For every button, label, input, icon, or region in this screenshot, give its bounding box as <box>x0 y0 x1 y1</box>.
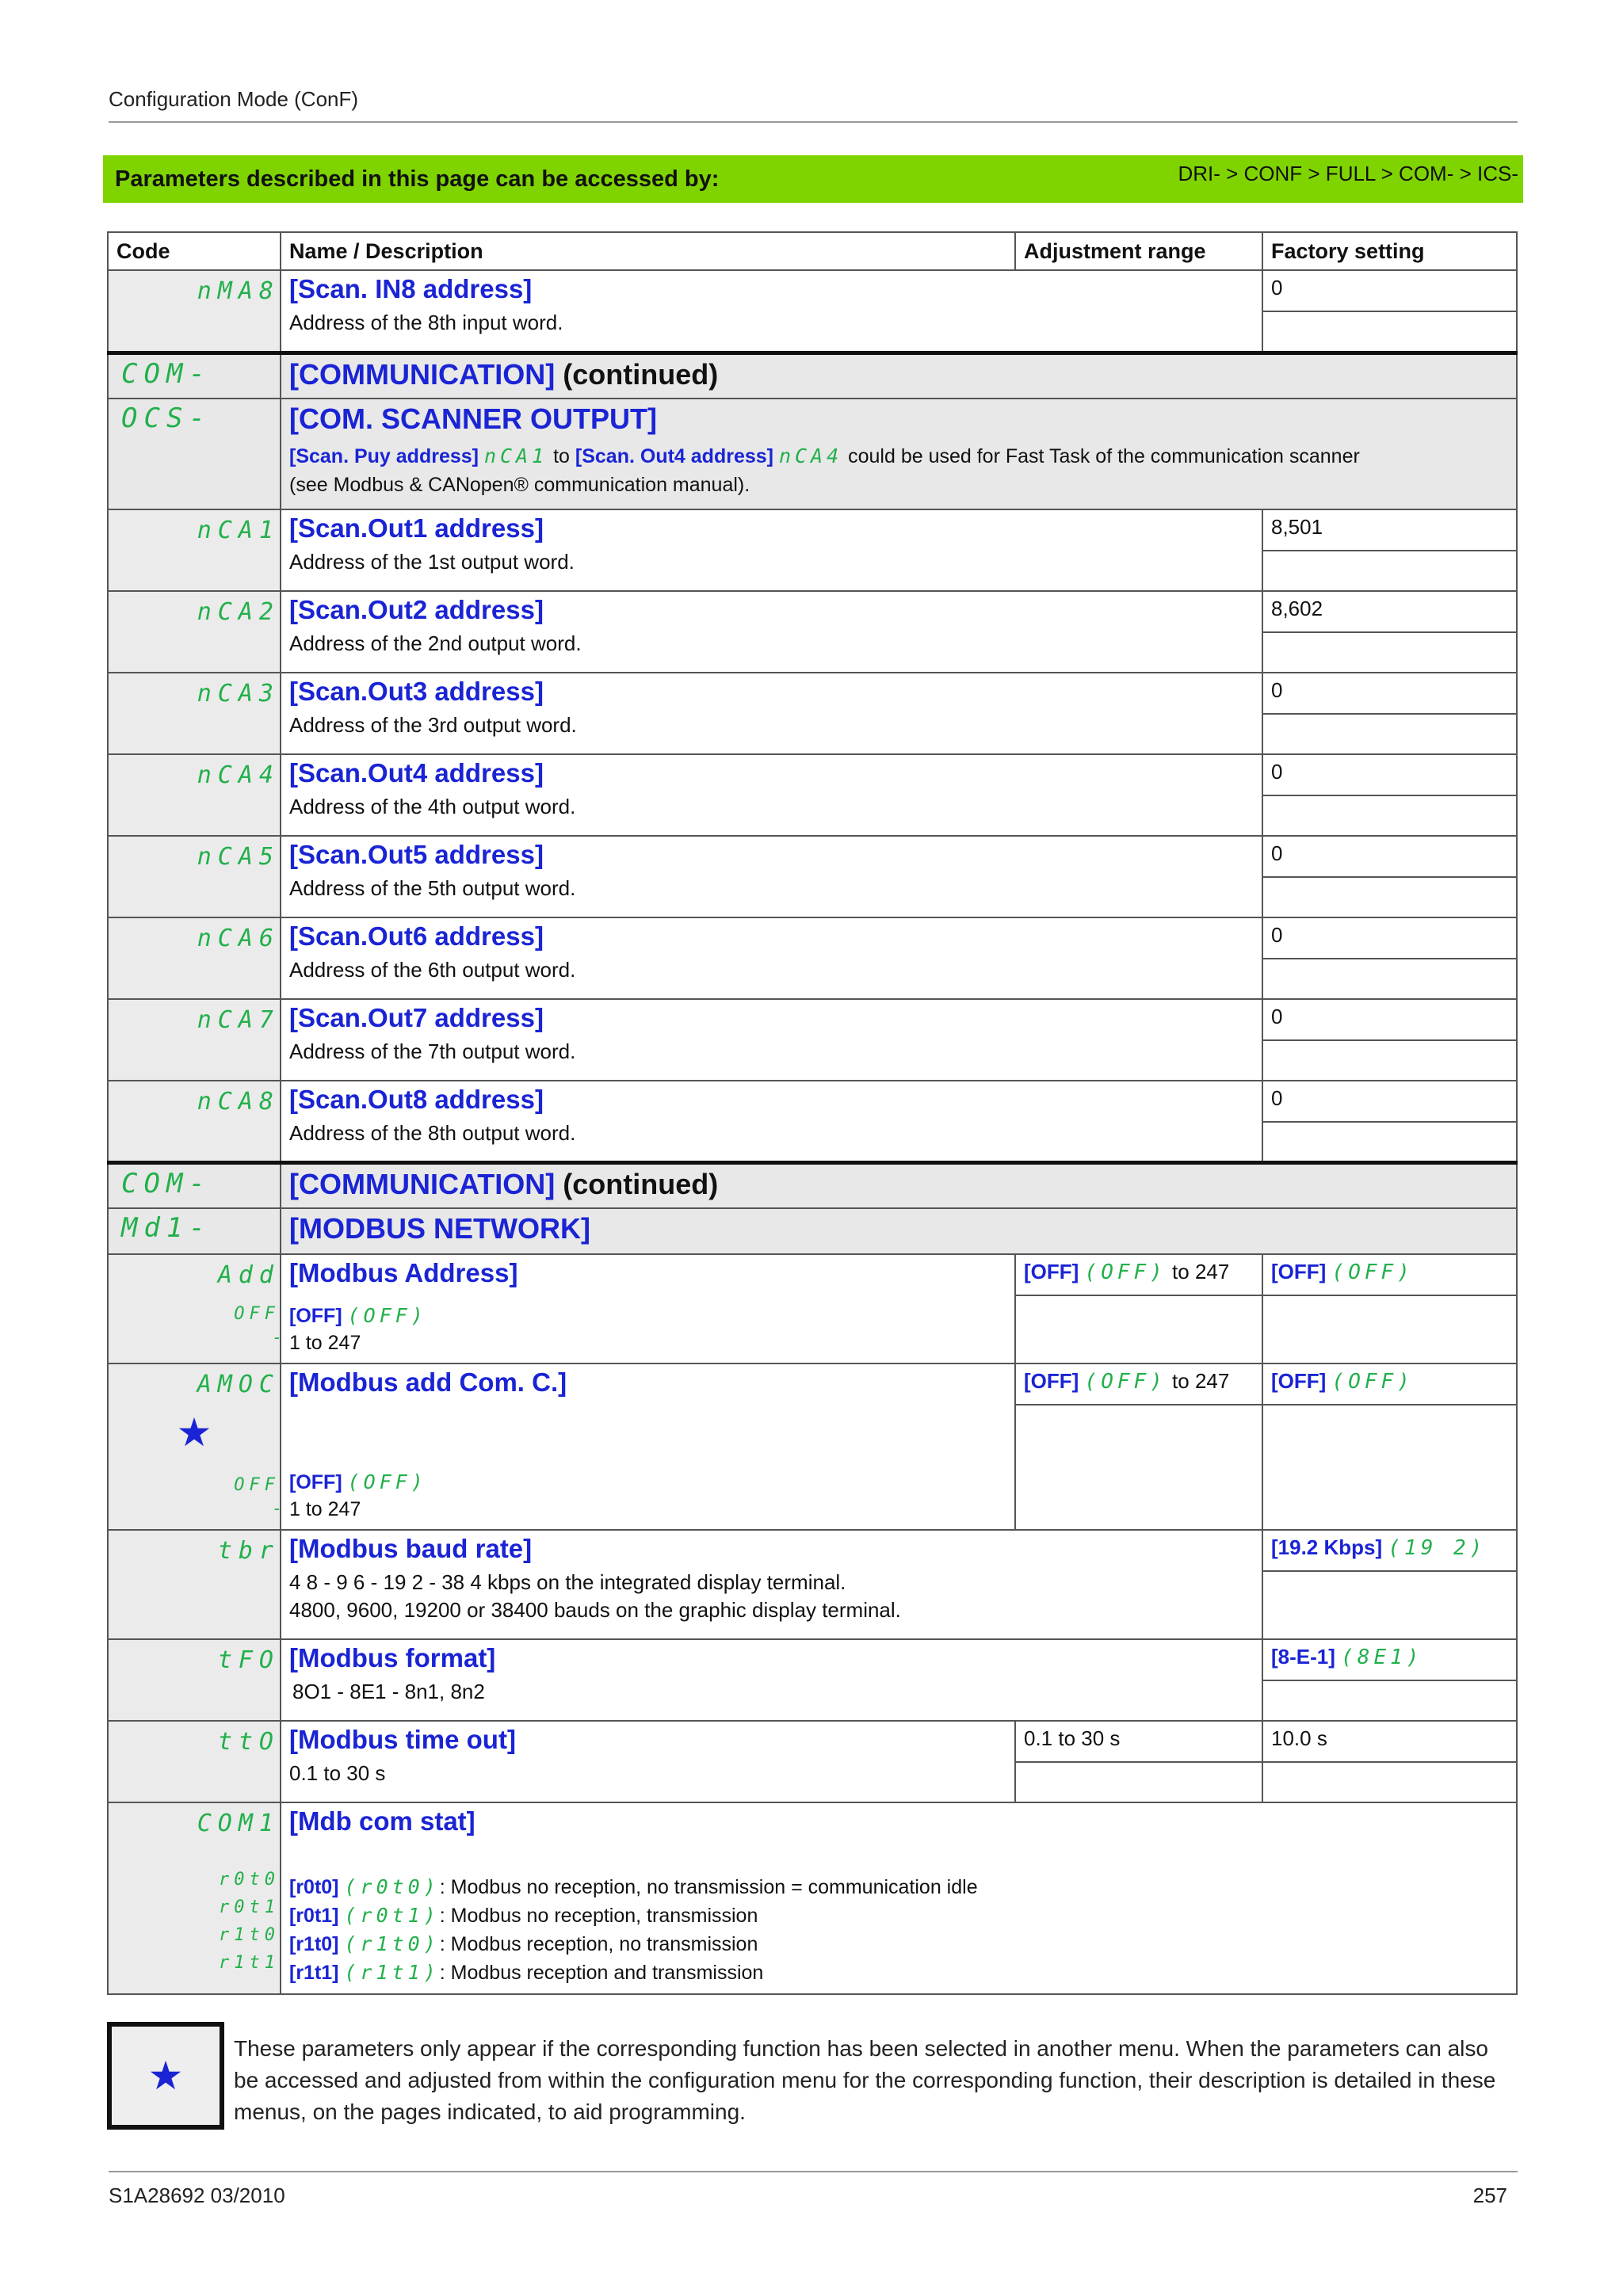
section-title: [COMMUNICATION] <box>289 357 556 391</box>
list-item: [r0t1] (r0t1): Modbus no reception, transmission <box>289 1904 758 1927</box>
factory-setting: [8-E-1] (8E1) <box>1262 1638 1518 1681</box>
section-row-communication <box>108 353 1517 399</box>
param-code: ttO <box>217 1728 280 1756</box>
option-code: OFF <box>234 1304 280 1324</box>
adjustment-range: [OFF] (OFF) to 247 <box>1014 1253 1263 1296</box>
factory-cell <box>1262 917 1517 999</box>
param-name-cell <box>281 1639 1262 1721</box>
param-name: [Modbus baud rate] <box>289 1534 533 1563</box>
option-dash: - <box>273 1498 280 1518</box>
param-description: 4 8 - 9 6 - 19 2 - 38 4 kbps on the integrated display terminal. 4800, 9600, 19200 or 38400 bauds on the graphic display terminal. <box>289 1570 901 1622</box>
param-name: [Scan.Out5 address] <box>289 840 544 869</box>
param-code-cell <box>108 1721 281 1802</box>
factory-setting: [OFF] (OFF) <box>1262 1253 1518 1296</box>
param-name-cell <box>281 1254 1015 1363</box>
section-code: OCS- <box>108 399 281 509</box>
adjustment-range: [OFF] (OFF) to 247 <box>1014 1363 1263 1405</box>
section-title: [COM. SCANNER OUTPUT] <box>289 402 657 435</box>
param-code-cell <box>108 1802 281 1994</box>
param-name: [Modbus format] <box>289 1643 496 1672</box>
param-description: Address of the 2nd output word. <box>289 631 582 655</box>
factory-cell <box>1262 673 1517 754</box>
access-banner <box>103 155 1523 203</box>
param-code: nCA5 <box>197 843 280 871</box>
param-code: tbr <box>217 1537 280 1565</box>
param-code-cell <box>108 270 281 353</box>
access-path: DRI- > CONF > FULL > COM- > ICS- <box>1178 162 1518 185</box>
factory-setting: 10.0 s <box>1262 1720 1518 1763</box>
table-header-row <box>108 232 1517 270</box>
param-code-cell <box>108 754 281 836</box>
note-text: These parameters only appear if the corresponding function has been selected in another menu. When the parameters can also be accessed and adjusted from within the configuration menu for the corresponding function, their description is detailed in these menus, on the pages indicated, to aid programming. <box>234 2036 1496 2124</box>
footer-divider <box>109 2171 1518 2172</box>
factory-cell <box>1262 1639 1517 1721</box>
table-row <box>108 1363 1517 1530</box>
param-code: AMOC <box>197 1371 280 1398</box>
range-cell <box>1015 1363 1262 1530</box>
section-title-cell <box>281 1162 1517 1208</box>
table-row <box>108 1639 1517 1721</box>
option-list: [OFF] (OFF) 1 to 247 <box>289 1304 427 1354</box>
param-name-cell <box>281 754 1262 836</box>
section-suffix: (continued) <box>555 1167 719 1200</box>
col-header-factory: Factory setting <box>1262 232 1517 270</box>
param-code-cell <box>108 1530 281 1639</box>
section-row-scanner-output <box>108 399 1517 509</box>
param-code: nCA4 <box>197 761 280 789</box>
param-code: nMA8 <box>197 277 280 305</box>
factory-cell <box>1262 270 1517 353</box>
param-name: [Scan.Out3 address] <box>289 677 544 706</box>
param-name-cell <box>281 1081 1262 1162</box>
factory-setting: 0 <box>1262 753 1518 796</box>
param-code-cell <box>108 673 281 754</box>
param-description: Address of the 4th output word. <box>289 795 576 818</box>
header-divider <box>109 121 1518 123</box>
param-name-cell <box>281 1363 1015 1530</box>
param-code-cell <box>108 1639 281 1721</box>
param-code-cell <box>108 1081 281 1162</box>
param-name-cell <box>281 673 1262 754</box>
section-code: COM- <box>108 353 281 399</box>
factory-cell <box>1262 754 1517 836</box>
section-title: [COMMUNICATION] <box>289 1167 556 1200</box>
param-description: Address of the 8th input word. <box>289 311 563 334</box>
param-code-cell <box>108 591 281 673</box>
section-row-communication <box>108 1162 1517 1208</box>
factory-cell <box>1262 1254 1517 1363</box>
note-star-box <box>107 2022 224 2130</box>
param-name-cell <box>281 1802 1517 1994</box>
page-header-title: Configuration Mode (ConF) <box>109 87 359 111</box>
factory-cell <box>1262 1363 1517 1530</box>
list-item: [r1t1] (r1t1): Modbus reception and transmission <box>289 1961 764 1984</box>
param-code: nCA7 <box>197 1006 280 1034</box>
param-name-cell <box>281 1530 1262 1639</box>
factory-cell <box>1262 509 1517 591</box>
option-list: [OFF] (OFF) 1 to 247 <box>289 1470 427 1520</box>
param-description: Address of the 6th output word. <box>289 958 576 982</box>
param-name: [Scan.Out1 address] <box>289 513 544 543</box>
param-name: [Scan. IN8 address] <box>289 274 533 303</box>
param-name-cell <box>281 1721 1015 1802</box>
param-code-cell <box>108 1363 281 1530</box>
param-name-cell <box>281 509 1262 591</box>
table-row <box>108 1081 1517 1162</box>
factory-cell <box>1262 999 1517 1081</box>
param-code-cell <box>108 836 281 917</box>
section-row-modbus-network <box>108 1208 1517 1254</box>
range-cell <box>1015 1254 1262 1363</box>
section-note: [Scan. Puy address] nCA1 to [Scan. Out4 address] nCA4 could be used for Fast Task of the communication scanner (see Modbus & CANopen® communication manual). <box>289 444 1360 496</box>
param-name: [Scan.Out8 address] <box>289 1085 544 1114</box>
section-body <box>281 399 1517 509</box>
table-row <box>108 836 1517 917</box>
param-code-cell <box>108 999 281 1081</box>
section-suffix: (continued) <box>555 357 719 391</box>
param-description: 0.1 to 30 s <box>289 1761 386 1785</box>
param-name: [Mdb com stat] <box>289 1806 475 1836</box>
list-item: [r1t0] (r1t0): Modbus reception, no transmission <box>289 1932 758 1955</box>
table-row <box>108 673 1517 754</box>
param-code: tFO <box>217 1646 280 1674</box>
col-header-code: Code <box>108 232 281 270</box>
param-description: Address of the 3rd output word. <box>289 713 577 737</box>
factory-setting: 0 <box>1262 269 1518 312</box>
option-dash: - <box>273 1327 280 1347</box>
param-name: [Modbus Address] <box>289 1258 518 1287</box>
factory-cell <box>1262 1081 1517 1162</box>
param-name-cell <box>281 270 1262 353</box>
option-code: r1t1 <box>219 1953 280 1973</box>
table-row <box>108 591 1517 673</box>
param-description: Address of the 7th output word. <box>289 1039 576 1063</box>
param-description: Address of the 5th output word. <box>289 876 576 900</box>
access-label: Parameters described in this page can be accessed by: <box>115 166 720 192</box>
param-name-cell <box>281 591 1262 673</box>
section-title: [MODBUS NETWORK] <box>289 1212 590 1245</box>
option-list <box>281 1840 1516 1993</box>
param-name: [Scan.Out6 address] <box>289 921 544 951</box>
param-code: nCA1 <box>197 517 280 544</box>
range-cell <box>1015 1721 1262 1802</box>
col-header-name: Name / Description <box>281 232 1015 270</box>
param-name-cell <box>281 836 1262 917</box>
list-item: [r0t0] (r0t0): Modbus no reception, no transmission = communication idle <box>289 1875 978 1898</box>
param-code-cell <box>108 1254 281 1363</box>
parameter-table <box>107 231 1518 1995</box>
option-code: r0t1 <box>219 1897 280 1917</box>
param-description: Address of the 1st output word. <box>289 550 575 574</box>
factory-setting: 0 <box>1262 998 1518 1041</box>
adjustment-range: 0.1 to 30 s <box>1014 1720 1263 1763</box>
table-row <box>108 754 1517 836</box>
param-name-cell <box>281 917 1262 999</box>
factory-setting: 8,501 <box>1262 509 1518 551</box>
param-name: [Scan.Out4 address] <box>289 758 544 788</box>
param-name: [Modbus add Com. C.] <box>289 1367 567 1397</box>
table-row <box>108 1802 1517 1994</box>
table-row <box>108 509 1517 591</box>
table-row <box>108 270 1517 353</box>
param-code: nCA8 <box>197 1088 280 1116</box>
table-row <box>108 1254 1517 1363</box>
col-header-range: Adjustment range <box>1015 232 1262 270</box>
factory-setting: [19.2 Kbps] (19 2) <box>1262 1529 1518 1572</box>
param-code-cell <box>108 917 281 999</box>
factory-setting: [OFF] (OFF) <box>1262 1363 1518 1405</box>
table-row <box>108 999 1517 1081</box>
factory-cell <box>1262 591 1517 673</box>
factory-cell <box>1262 836 1517 917</box>
param-name: [Modbus time out] <box>289 1725 516 1754</box>
table-row <box>108 917 1517 999</box>
section-code: Md1- <box>108 1208 281 1254</box>
factory-cell <box>1262 1721 1517 1802</box>
param-code: Add <box>217 1261 280 1289</box>
param-description: 8O1 - 8E1 - 8n1, 8n2 <box>292 1680 485 1703</box>
factory-setting: 0 <box>1262 1080 1518 1123</box>
param-name: [Scan.Out2 address] <box>289 595 544 624</box>
section-title-cell <box>281 353 1517 399</box>
param-code: nCA6 <box>197 925 280 952</box>
section-code: COM- <box>108 1162 281 1208</box>
param-code-cell <box>108 509 281 591</box>
param-code: nCA2 <box>197 598 280 626</box>
param-code: COM1 <box>197 1810 280 1837</box>
factory-setting: 8,602 <box>1262 590 1518 633</box>
param-name-cell <box>281 999 1262 1081</box>
option-code: r0t0 <box>219 1870 280 1890</box>
factory-setting: 0 <box>1262 917 1518 959</box>
option-code: r1t0 <box>219 1925 280 1945</box>
factory-setting: 0 <box>1262 835 1518 878</box>
param-description: Address of the 8th output word. <box>289 1121 576 1145</box>
table-row <box>108 1530 1517 1639</box>
star-icon: ★ <box>147 2054 184 2098</box>
factory-cell <box>1262 1530 1517 1639</box>
option-code: OFF <box>234 1475 280 1495</box>
footer-doc-id: S1A28692 03/2010 <box>109 2183 285 2207</box>
param-code: nCA3 <box>197 680 280 707</box>
table-row <box>108 1721 1517 1802</box>
param-name: [Scan.Out7 address] <box>289 1003 544 1032</box>
footer-page-number: 257 <box>1472 2183 1507 2207</box>
factory-setting: 0 <box>1262 672 1518 715</box>
star-icon: ★ <box>176 1410 212 1455</box>
section-title-cell <box>281 1208 1517 1254</box>
